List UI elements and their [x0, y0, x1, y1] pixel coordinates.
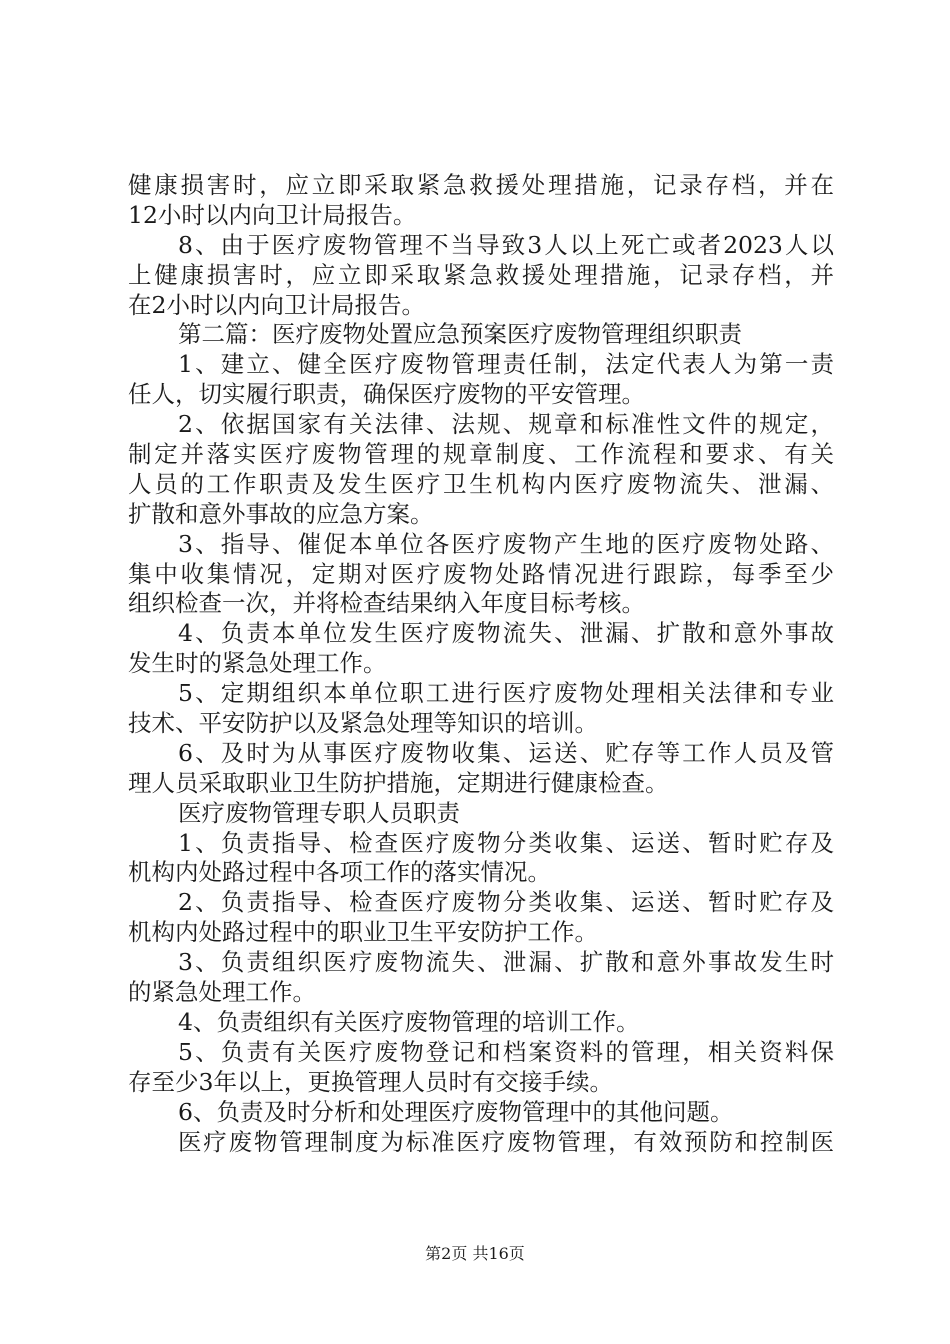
text-line: 扩散和意外事故的应急方案。 [128, 499, 434, 528]
text-line: 制定并落实医疗废物管理的规章制度、工作流程和要求、有关 [128, 440, 834, 469]
text-line: 4、负责本单位发生医疗废物流失、泄漏、扩散和意外事故 [178, 619, 834, 648]
text-line: 健康损害时，应立即采取紧急救援处理措施，记录存档，并在 [128, 171, 834, 199]
text-line: 5、负责有关医疗废物登记和档案资料的管理，相关资料保 [178, 1037, 834, 1066]
text-line: 12小时以内向卫计局报告。 [128, 200, 417, 229]
text-line: 上健康损害时，应立即采取紧急救援处理措施，记录存档，并 [128, 260, 834, 289]
text-line: 人员的工作职责及发生医疗卫生机构内医疗废物流失、泄漏、 [128, 469, 834, 498]
document-body [128, 171, 834, 1157]
text-line: 在2小时以内向卫计局报告。 [128, 290, 425, 319]
text-line: 2、依据国家有关法律、法规、规章和标准性文件的规定， [178, 410, 834, 439]
text-line: 3、指导、催促本单位各医疗废物产生地的医疗废物处路、 [178, 529, 834, 558]
text-line: 4、负责组织有关医疗废物管理的培训工作。 [178, 1007, 640, 1036]
text-line: 技术、平安防护以及紧急处理等知识的培训。 [128, 709, 598, 738]
text-line: 医疗废物管理制度为标准医疗废物管理，有效预防和控制医 [178, 1127, 834, 1156]
text-line: 2、负责指导、检查医疗废物分类收集、运送、暂时贮存及 [178, 888, 834, 917]
text-line: 机构内处路过程中的职业卫生平安防护工作。 [128, 918, 598, 947]
text-line: 3、负责组织医疗废物流失、泄漏、扩散和意外事故发生时 [178, 948, 834, 977]
page-number: 第2页 共16页 [425, 1244, 525, 1263]
text-line: 8、由于医疗废物管理不当导致3人以上死亡或者2023人以 [178, 230, 834, 259]
text-line: 1、负责指导、检查医疗废物分类收集、运送、暂时贮存及 [178, 828, 834, 857]
text-line: 集中收集情况，定期对医疗废物处路情况进行跟踪，每季至少 [128, 559, 834, 588]
text-line: 的紧急处理工作。 [128, 978, 316, 1007]
text-line: 6、及时为从事医疗废物收集、运送、贮存等工作人员及管 [178, 738, 834, 767]
text-line: 1、建立、健全医疗废物管理责任制，法定代表人为第一责 [178, 350, 834, 379]
text-line: 第二篇：医疗废物处置应急预案医疗废物管理组织职责 [178, 320, 742, 349]
text-line: 理人员采取职业卫生防护措施，定期进行健康检查。 [128, 768, 669, 797]
text-line: 机构内处路过程中各项工作的落实情况。 [128, 858, 551, 887]
page-footer [0, 1241, 950, 1264]
text-line: 6、负责及时分析和处理医疗废物管理中的其他问题。 [178, 1097, 734, 1126]
text-line: 医疗废物管理专职人员职责 [178, 798, 460, 827]
text-line: 任人，切实履行职责，确保医疗废物的平安管理。 [128, 380, 645, 409]
text-line: 5、定期组织本单位职工进行医疗废物处理相关法律和专业 [178, 679, 834, 708]
text-line: 组织检查一次，并将检查结果纳入年度目标考核。 [128, 589, 645, 618]
text-line: 发生时的紧急处理工作。 [128, 649, 387, 678]
text-line: 存至少3年以上，更换管理人员时有交接手续。 [128, 1067, 613, 1096]
